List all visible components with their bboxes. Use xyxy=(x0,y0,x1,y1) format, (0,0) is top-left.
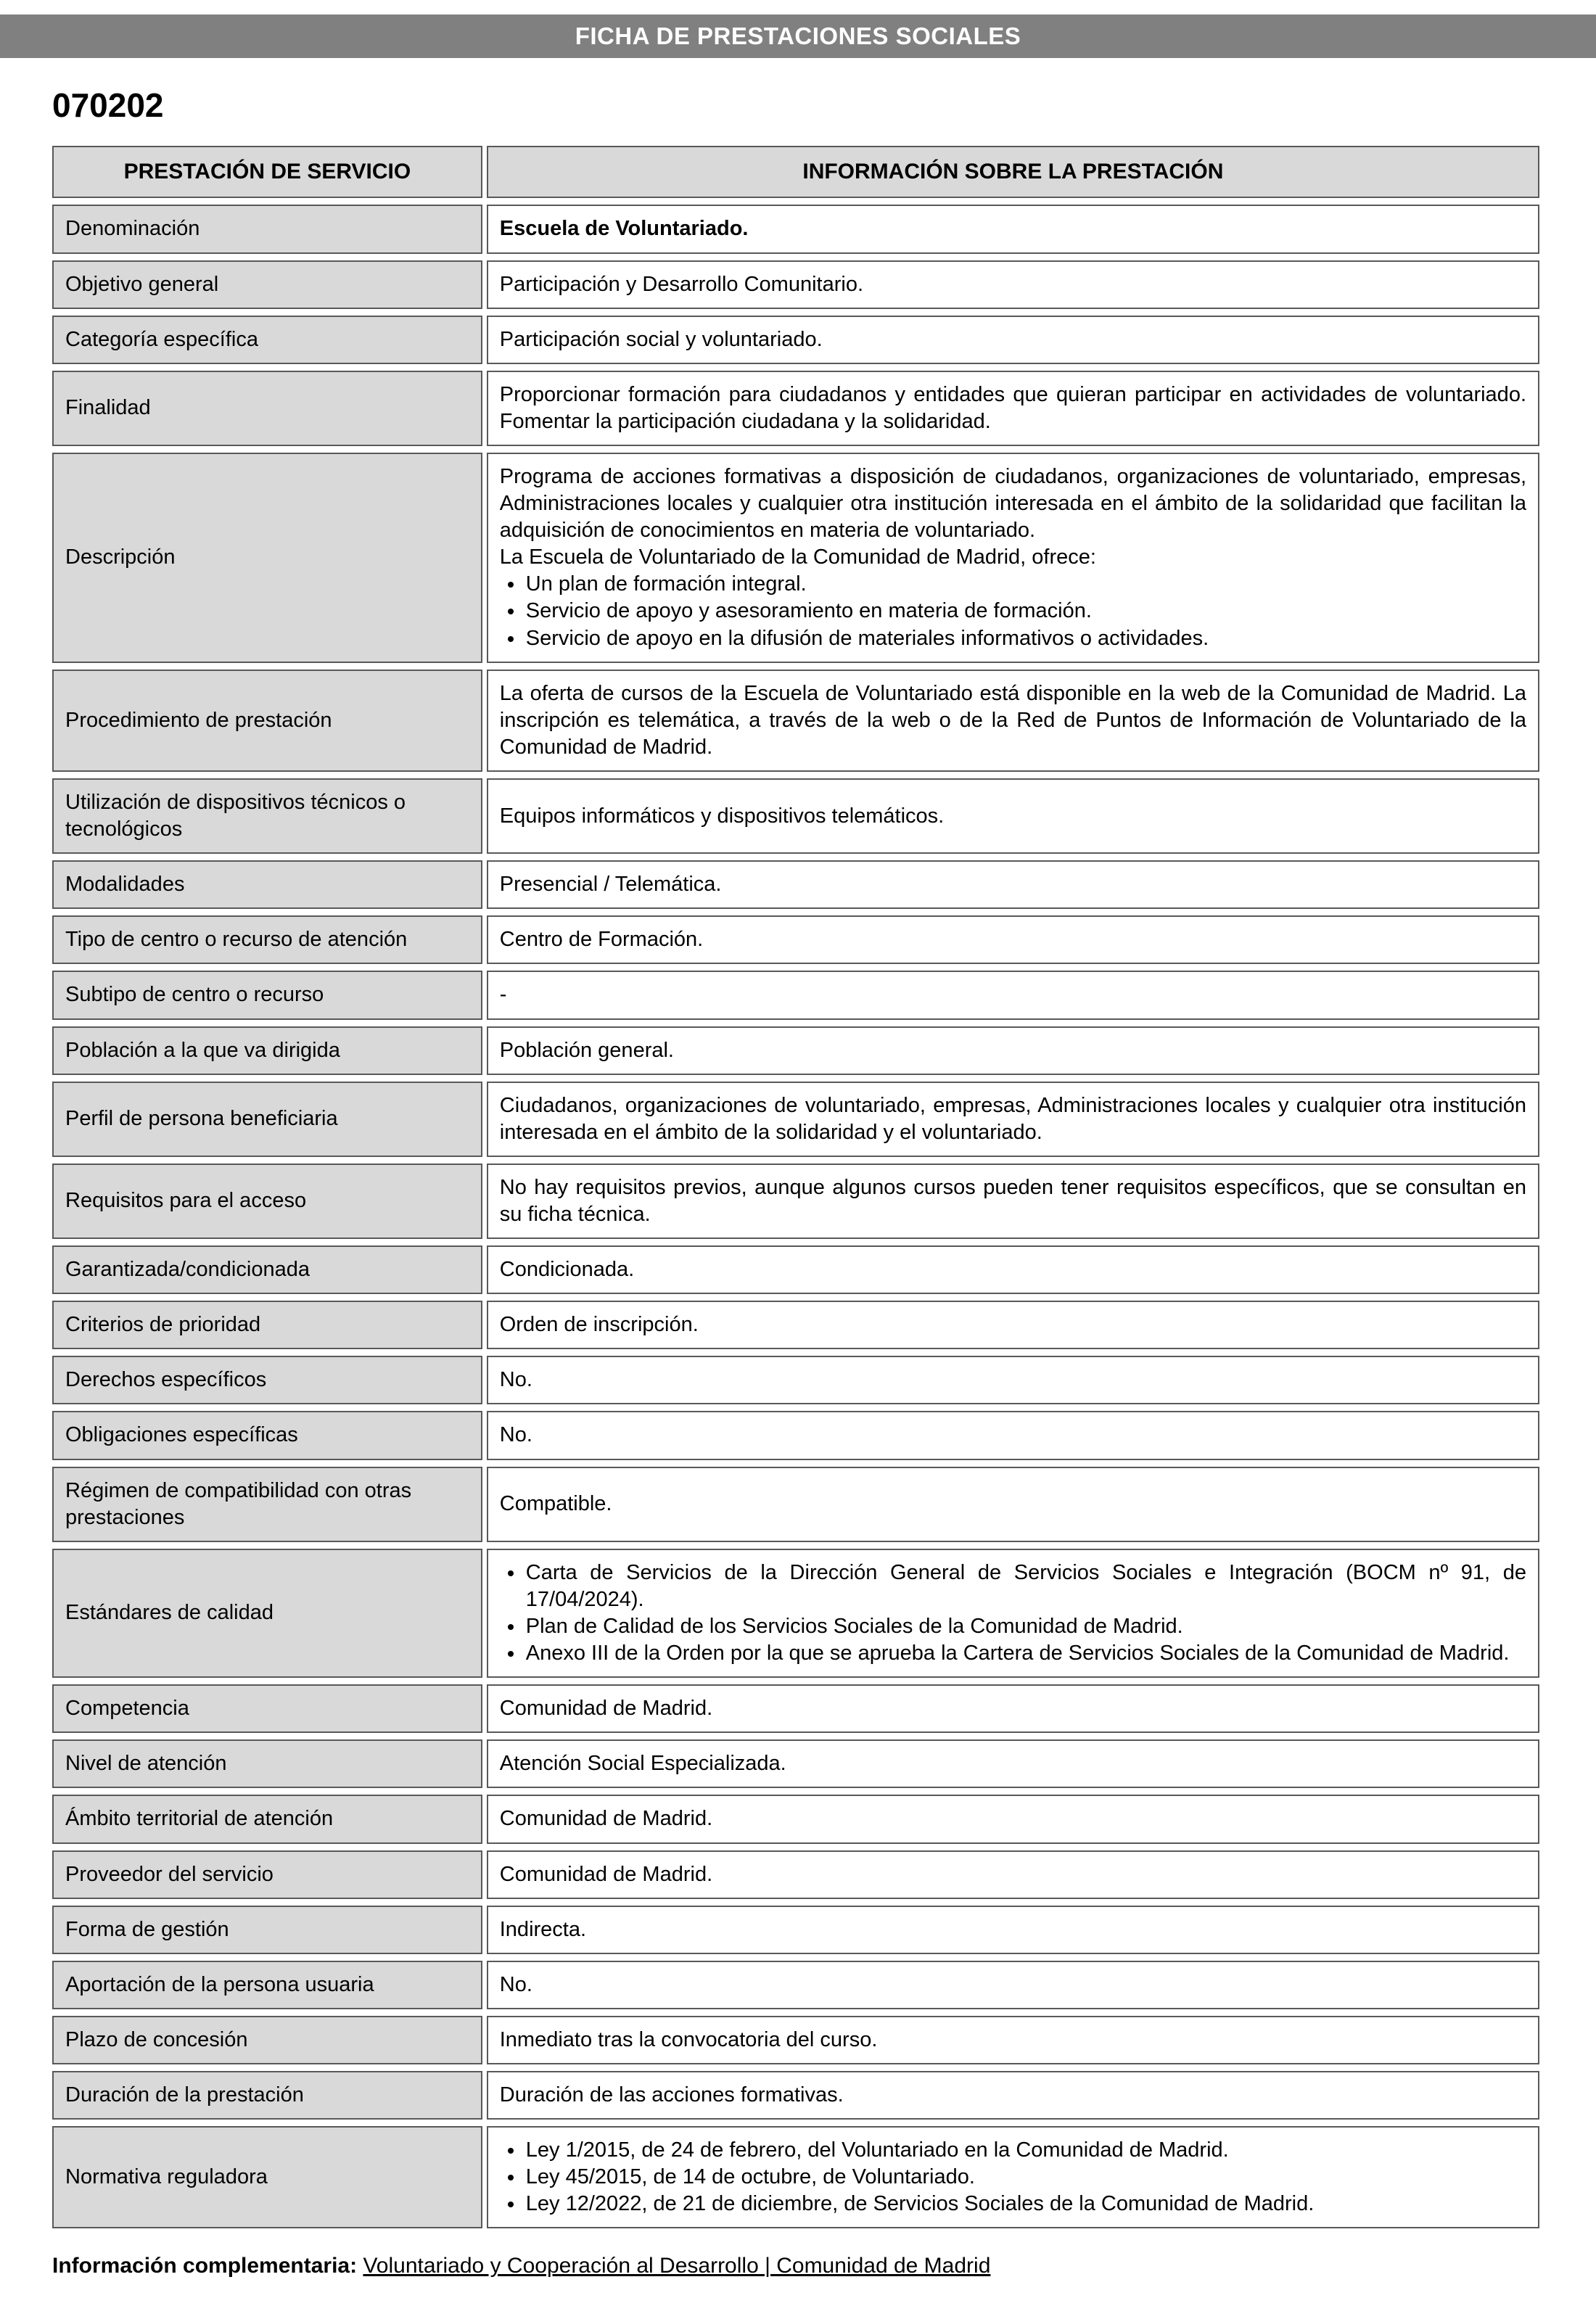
row-value: Centro de Formación. xyxy=(487,915,1539,964)
row-value: No. xyxy=(487,1961,1539,2009)
row-label: Requisitos para el acceso xyxy=(52,1164,482,1239)
row-label: Población a la que va dirigida xyxy=(52,1026,482,1075)
row-value: • Ley 1/2015, de 24 de febrero, del Voluntariado en la Comunidad de Madrid. • Ley 45/2015, de 14 de octubre, de Voluntariado. • Ley 12/2022, de 21 de diciembre, de Servicios Sociales de la Comunidad de Madrid. xyxy=(487,2126,1539,2228)
table-row xyxy=(52,1026,1539,1075)
table-row xyxy=(52,1245,1539,1294)
table-row xyxy=(52,1467,1539,1542)
row-label: Aportación de la persona usuaria xyxy=(52,1961,482,2009)
row-value: Condicionada. xyxy=(487,1245,1539,1294)
row-label: Categoría específica xyxy=(52,316,482,364)
table-row xyxy=(52,2016,1539,2064)
row-value: Atención Social Especializada. xyxy=(487,1739,1539,1788)
table-row xyxy=(52,260,1539,309)
table-row xyxy=(52,1164,1539,1239)
row-label: Derechos específicos xyxy=(52,1356,482,1404)
table-row xyxy=(52,453,1539,663)
row-label: Objetivo general xyxy=(52,260,482,309)
footer-link[interactable]: Voluntariado y Cooperación al Desarrollo | Comunidad de Madrid xyxy=(363,2254,991,2278)
document-code: 070202 xyxy=(52,86,164,124)
table-row xyxy=(52,971,1539,1019)
table-row xyxy=(52,1850,1539,1899)
table-row xyxy=(52,1906,1539,1954)
table-row xyxy=(52,205,1539,253)
row-value: Orden de inscripción. xyxy=(487,1301,1539,1349)
table-row xyxy=(52,1301,1539,1349)
row-label: Perfil de persona beneficiaria xyxy=(52,1082,482,1157)
row-value: No. xyxy=(487,1411,1539,1459)
row-label: Nivel de atención xyxy=(52,1739,482,1788)
row-value: Duración de las acciones formativas. xyxy=(487,2071,1539,2120)
prestacion-table xyxy=(48,139,1544,2235)
row-value: Población general. xyxy=(487,1026,1539,1075)
row-label: Ámbito territorial de atención xyxy=(52,1795,482,1843)
table-row xyxy=(52,778,1539,854)
table-row xyxy=(52,1082,1539,1157)
document-header-banner: FICHA DE PRESTACIONES SOCIALES xyxy=(0,15,1596,58)
footer-label: Información complementaria: xyxy=(52,2254,358,2278)
row-label: Finalidad xyxy=(52,371,482,446)
footer xyxy=(52,2254,1596,2278)
row-value: Participación social y voluntariado. xyxy=(487,316,1539,364)
row-label: Régimen de compatibilidad con otras prestaciones xyxy=(52,1467,482,1542)
row-value: Equipos informáticos y dispositivos telemáticos. xyxy=(487,778,1539,854)
row-value: La oferta de cursos de la Escuela de Voluntariado está disponible en la web de la Comunidad de Madrid. La inscripción es telemática, a través de la web o de la Red de Puntos de Información de Voluntariado de la Comunidad de Madrid. xyxy=(487,670,1539,772)
table-row xyxy=(52,316,1539,364)
row-label: Plazo de concesión xyxy=(52,2016,482,2064)
table-row xyxy=(52,1739,1539,1788)
row-label: Normativa reguladora xyxy=(52,2126,482,2228)
row-label: Competencia xyxy=(52,1684,482,1733)
table-row xyxy=(52,1356,1539,1404)
table-row xyxy=(52,371,1539,446)
row-value: Escuela de Voluntariado. xyxy=(487,205,1539,253)
table-row xyxy=(52,1961,1539,2009)
row-label: Descripción xyxy=(52,453,482,663)
row-value: Participación y Desarrollo Comunitario. xyxy=(487,260,1539,309)
row-label: Criterios de prioridad xyxy=(52,1301,482,1349)
row-label: Procedimiento de prestación xyxy=(52,670,482,772)
row-value: Proporcionar formación para ciudadanos y entidades que quieran participar en actividades de voluntariado. Fomentar la participación ciudadana y la solidaridad. xyxy=(487,371,1539,446)
row-value: - xyxy=(487,971,1539,1019)
row-label: Forma de gestión xyxy=(52,1906,482,1954)
row-value: Comunidad de Madrid. xyxy=(487,1684,1539,1733)
row-value: Indirecta. xyxy=(487,1906,1539,1954)
row-label: Obligaciones específicas xyxy=(52,1411,482,1459)
row-label: Modalidades xyxy=(52,860,482,909)
row-label: Estándares de calidad xyxy=(52,1549,482,1678)
table-header-row xyxy=(52,146,1539,198)
row-value: No. xyxy=(487,1356,1539,1404)
column-header-informacion: INFORMACIÓN SOBRE LA PRESTACIÓN xyxy=(487,146,1539,198)
row-value: Inmediato tras la convocatoria del curso. xyxy=(487,2016,1539,2064)
table-row xyxy=(52,2126,1539,2228)
row-value: Presencial / Telemática. xyxy=(487,860,1539,909)
row-label: Denominación xyxy=(52,205,482,253)
row-value: Compatible. xyxy=(487,1467,1539,1542)
table-row xyxy=(52,670,1539,772)
table-body xyxy=(52,205,1539,2228)
table-row xyxy=(52,2071,1539,2120)
row-label: Subtipo de centro o recurso xyxy=(52,971,482,1019)
row-value: No hay requisitos previos, aunque algunos cursos pueden tener requisitos específicos, que se consultan en su ficha técnica. xyxy=(487,1164,1539,1239)
table-row xyxy=(52,1549,1539,1678)
table-row xyxy=(52,1684,1539,1733)
table-row xyxy=(52,860,1539,909)
row-label: Duración de la prestación xyxy=(52,2071,482,2120)
column-header-prestacion: PRESTACIÓN DE SERVICIO xyxy=(52,146,482,198)
row-value: Programa de acciones formativas a disposición de ciudadanos, organizaciones de voluntariado, empresas, Administraciones locales y cualquier otra institución interesada en el ámbito de la solidaridad que facilitan la adquisición de conocimientos en materia de voluntariado. La Escuela de Voluntariado de la Comunidad de Madrid, ofrece: • Un plan de formación integral. • Servicio de apoyo y asesoramiento en materia de formación. • Servicio de apoyo en la difusión de materiales informativos o actividades. xyxy=(487,453,1539,663)
row-label: Garantizada/condicionada xyxy=(52,1245,482,1294)
table-row xyxy=(52,1411,1539,1459)
row-label: Proveedor del servicio xyxy=(52,1850,482,1899)
row-value: • Carta de Servicios de la Dirección General de Servicios Sociales e Integración (BOCM nº 91, de 17/04/2024). • Plan de Calidad de los Servicios Sociales de la Comunidad de Madrid. • Anexo III de la Orden por la que se aprueba la Cartera de Servicios Sociales de la Comunidad de Madrid. xyxy=(487,1549,1539,1678)
row-label: Tipo de centro o recurso de atención xyxy=(52,915,482,964)
table-row xyxy=(52,915,1539,964)
row-value: Ciudadanos, organizaciones de voluntariado, empresas, Administraciones locales y cualquier otra institución interesada en el ámbito de la solidaridad y el voluntariado. xyxy=(487,1082,1539,1157)
row-value: Comunidad de Madrid. xyxy=(487,1850,1539,1899)
table-row xyxy=(52,1795,1539,1843)
row-value: Comunidad de Madrid. xyxy=(487,1795,1539,1843)
row-label: Utilización de dispositivos técnicos o tecnológicos xyxy=(52,778,482,854)
